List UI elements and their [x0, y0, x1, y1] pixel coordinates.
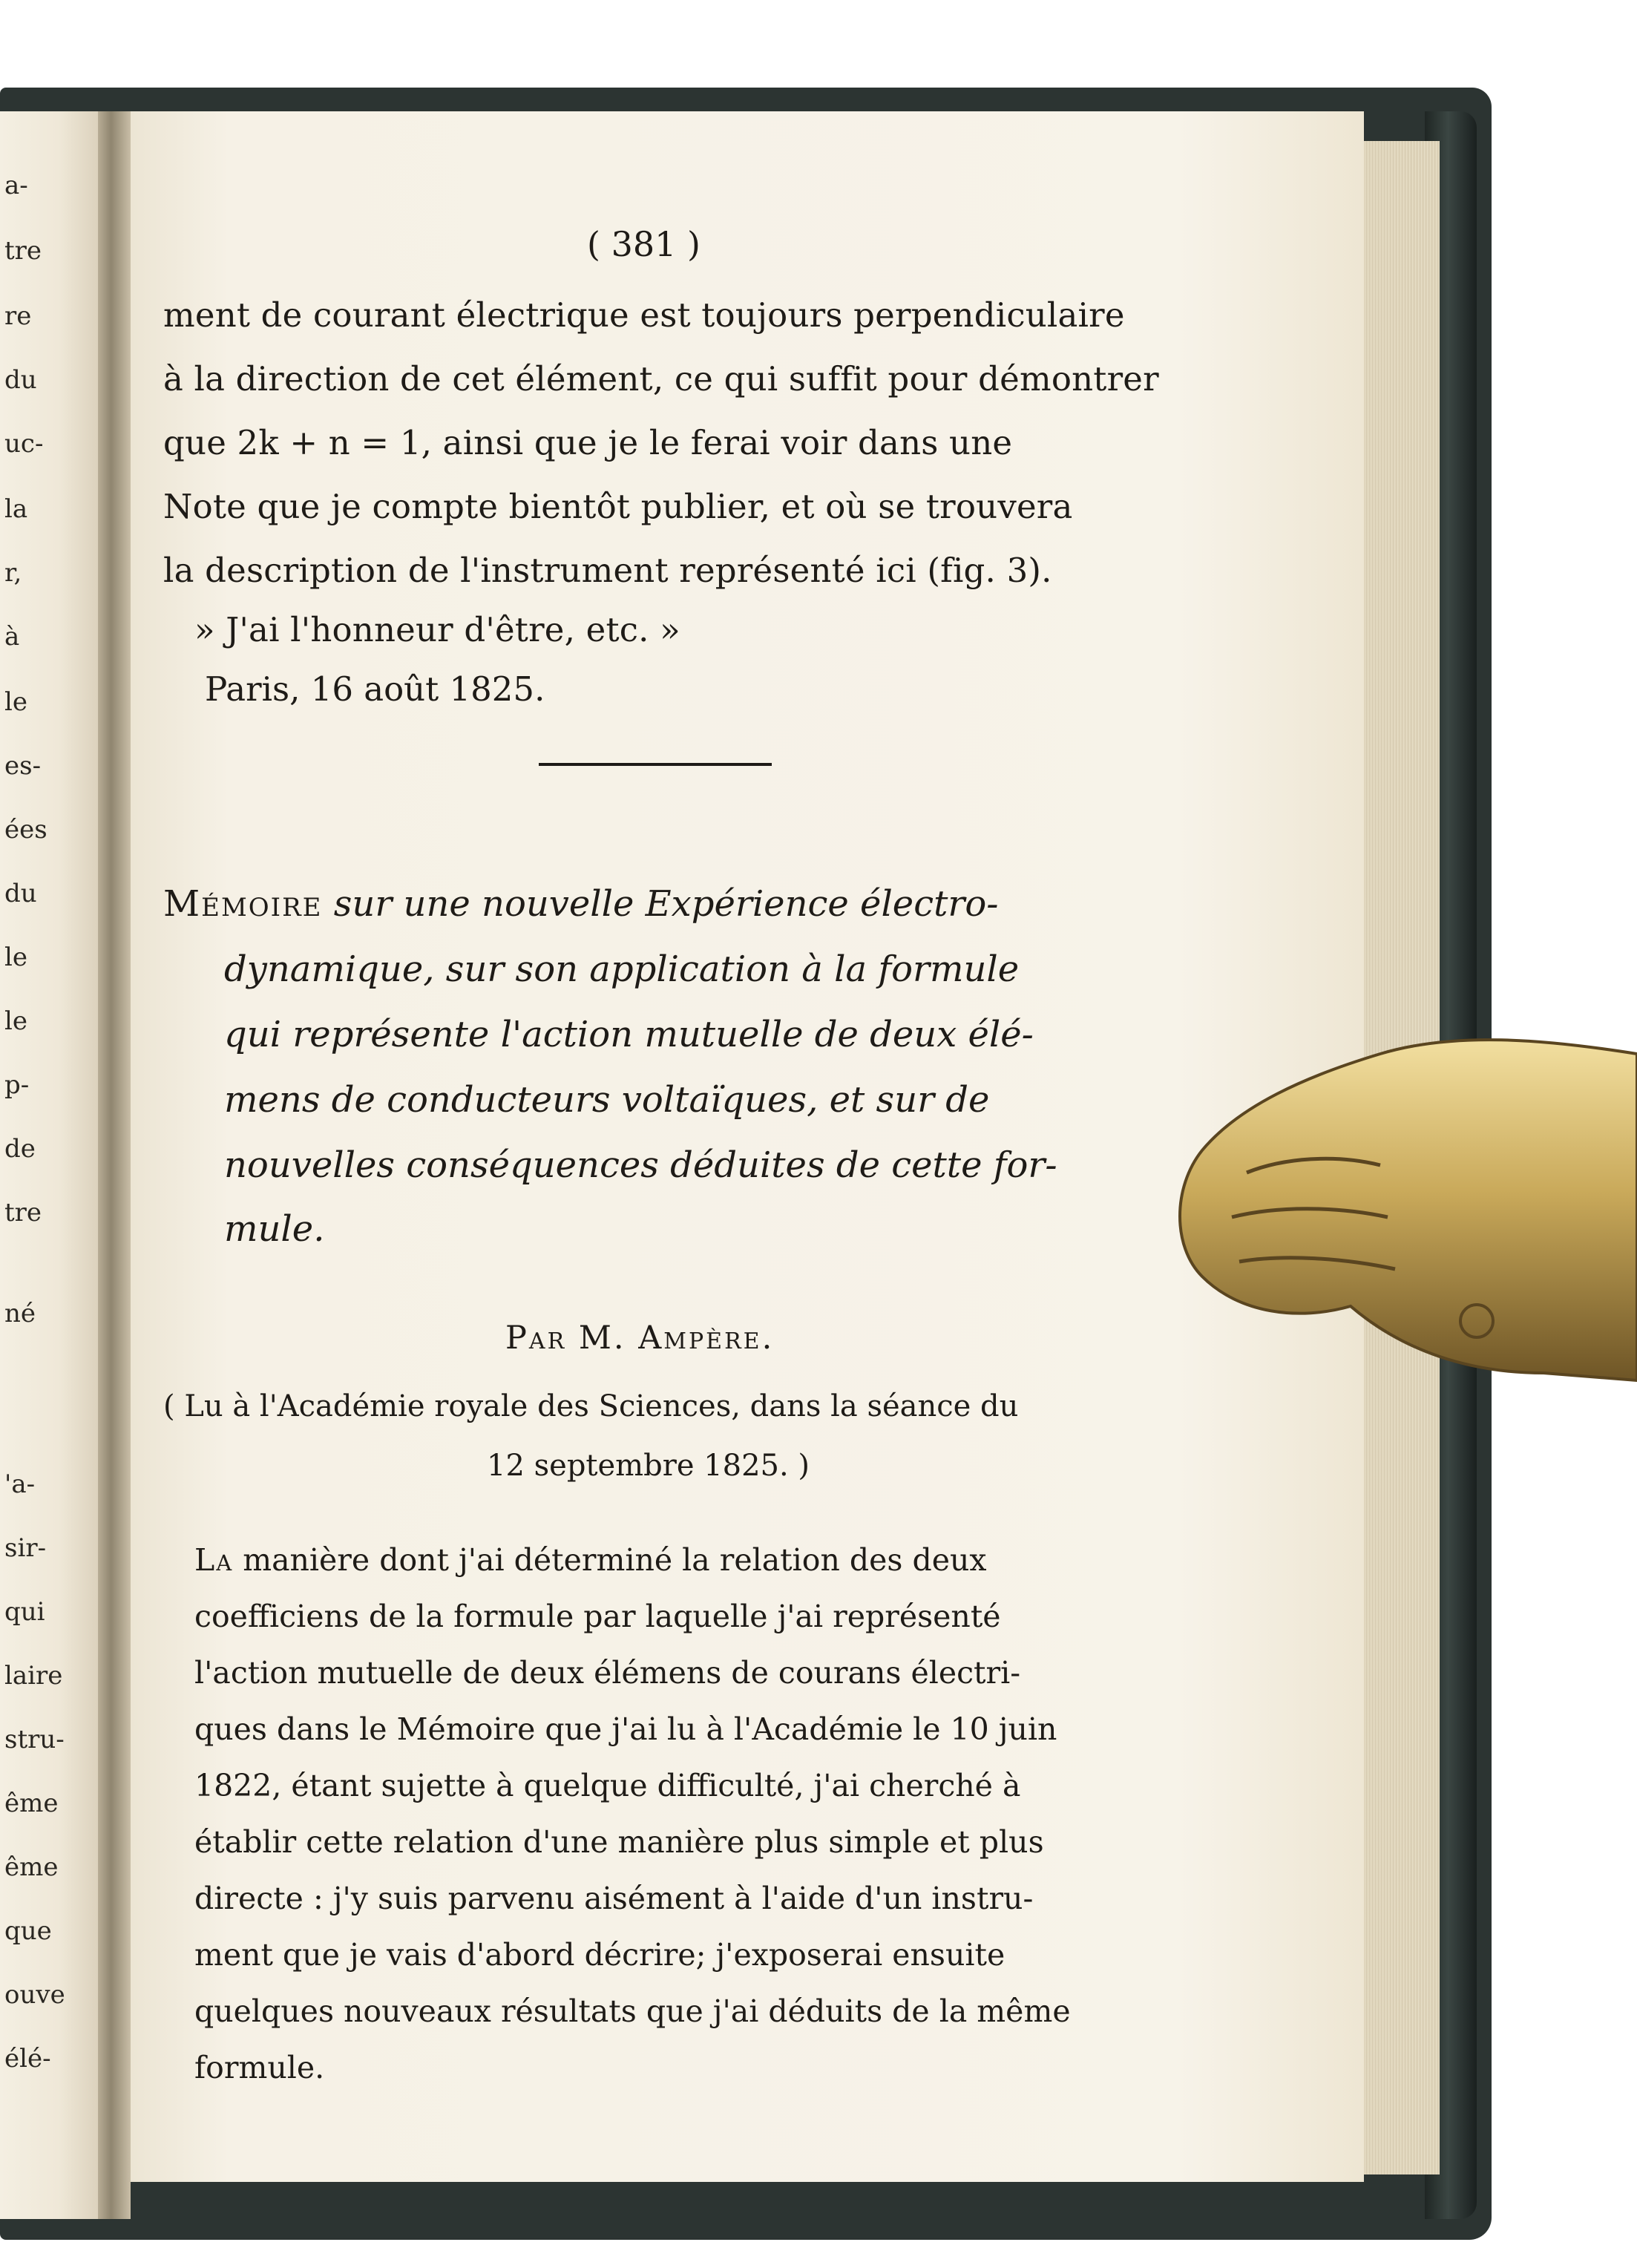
body-line: l'action mutuelle de deux élémens de courans électri- [194, 1655, 1021, 1691]
margin-fragment: tre [4, 1198, 42, 1228]
brass-hand-page-holder-icon [1158, 1024, 1637, 1440]
memoire-lead: Mémoire [163, 883, 323, 925]
body-line: directe : j'y suis parvenu aisément à l'aide d'un instru- [194, 1881, 1034, 1916]
margin-fragment: le [4, 687, 27, 717]
margin-fragment: ouve [4, 1980, 65, 2010]
text-line: que 2k + n = 1, ainsi que je le ferai voir dans une [163, 423, 1013, 462]
margin-fragment: que [4, 1916, 52, 1946]
dateline: Paris, 16 août 1825. [205, 669, 545, 709]
session-note: ( Lu à l'Académie royale des Sciences, dans la séance du [163, 1389, 1019, 1423]
margin-fragment: tre [4, 236, 42, 266]
margin-fragment: es- [4, 751, 42, 781]
margin-fragment: le [4, 943, 27, 972]
memoire-title-line: dynamique, sur son application à la formule [224, 948, 1020, 990]
margin-fragment: ême [4, 1852, 59, 1882]
margin-fragment: le [4, 1006, 27, 1036]
body-line: 1822, étant sujette à quelque difficulté, j'ai cherché à [194, 1768, 1021, 1803]
margin-fragment: ées [4, 815, 47, 845]
memoire-title-line: mens de conducteurs voltaïques, et sur de [224, 1079, 990, 1121]
section-rule [539, 763, 772, 766]
text-line: à la direction de cet élément, ce qui suffit pour démontrer [163, 359, 1159, 399]
memoire-title-line: mule. [224, 1208, 325, 1250]
margin-fragment: 'a- [4, 1469, 36, 1499]
page-number: ( 381 ) [587, 224, 701, 264]
closing-line: » J'ai l'honneur d'être, etc. » [194, 610, 680, 649]
margin-fragment: né [4, 1299, 36, 1328]
margin-fragment: à [4, 622, 20, 652]
body-line [194, 1542, 987, 1578]
text-line: ment de courant électrique est toujours perpendiculaire [163, 295, 1125, 335]
memoire-title-line: nouvelles conséquences déduites de cette for- [224, 1144, 1057, 1186]
body-line: établir cette relation d'une manière plus simple et plus [194, 1824, 1044, 1860]
memoire-title-text: sur une nouvelle Expérience électro- [333, 883, 999, 925]
margin-fragment: ême [4, 1789, 59, 1818]
book-gutter [98, 111, 131, 2219]
body-lead: La [194, 1542, 234, 1578]
margin-fragment: qui [4, 1597, 45, 1627]
margin-fragment: du [4, 879, 37, 908]
body-line: coefficiens de la formule par laquelle j'ai représenté [194, 1599, 1001, 1634]
body-line: formule. [194, 2050, 325, 2085]
margin-fragment: la [4, 494, 28, 524]
margin-fragment: stru- [4, 1725, 65, 1754]
text-line: Note que je compte bientôt publier, et où se trouvera [163, 487, 1073, 526]
author-line: Par M. Ampère. [505, 1320, 775, 1357]
margin-fragment: r, [4, 558, 22, 588]
margin-fragment: re [4, 301, 32, 331]
body-line: ment que je vais d'abord décrire; j'exposerai ensuite [194, 1937, 1006, 1973]
memoire-title-line [163, 883, 998, 925]
body-first-rest: manière dont j'ai déterminé la relation des deux [233, 1542, 987, 1578]
text-line: la description de l'instrument représenté ici (fig. 3). [163, 551, 1052, 590]
margin-fragment: laire [4, 1661, 63, 1691]
margin-fragment: du [4, 365, 37, 395]
left-page [0, 111, 98, 2219]
body-line: ques dans le Mémoire que j'ai lu à l'Académie le 10 juin [194, 1711, 1057, 1747]
session-note: 12 septembre 1825. ) [487, 1449, 810, 1483]
memoire-title-line: qui représente l'action mutuelle de deux élé- [224, 1014, 1034, 1055]
margin-fragment: a- [4, 171, 28, 200]
margin-fragment: uc- [4, 429, 44, 459]
margin-fragment: sir- [4, 1533, 47, 1563]
margin-fragment: p- [4, 1070, 30, 1100]
margin-fragment: de [4, 1134, 36, 1164]
margin-fragment: élé- [4, 2044, 51, 2074]
body-line: quelques nouveaux résultats que j'ai déduits de la même [194, 1993, 1071, 2029]
